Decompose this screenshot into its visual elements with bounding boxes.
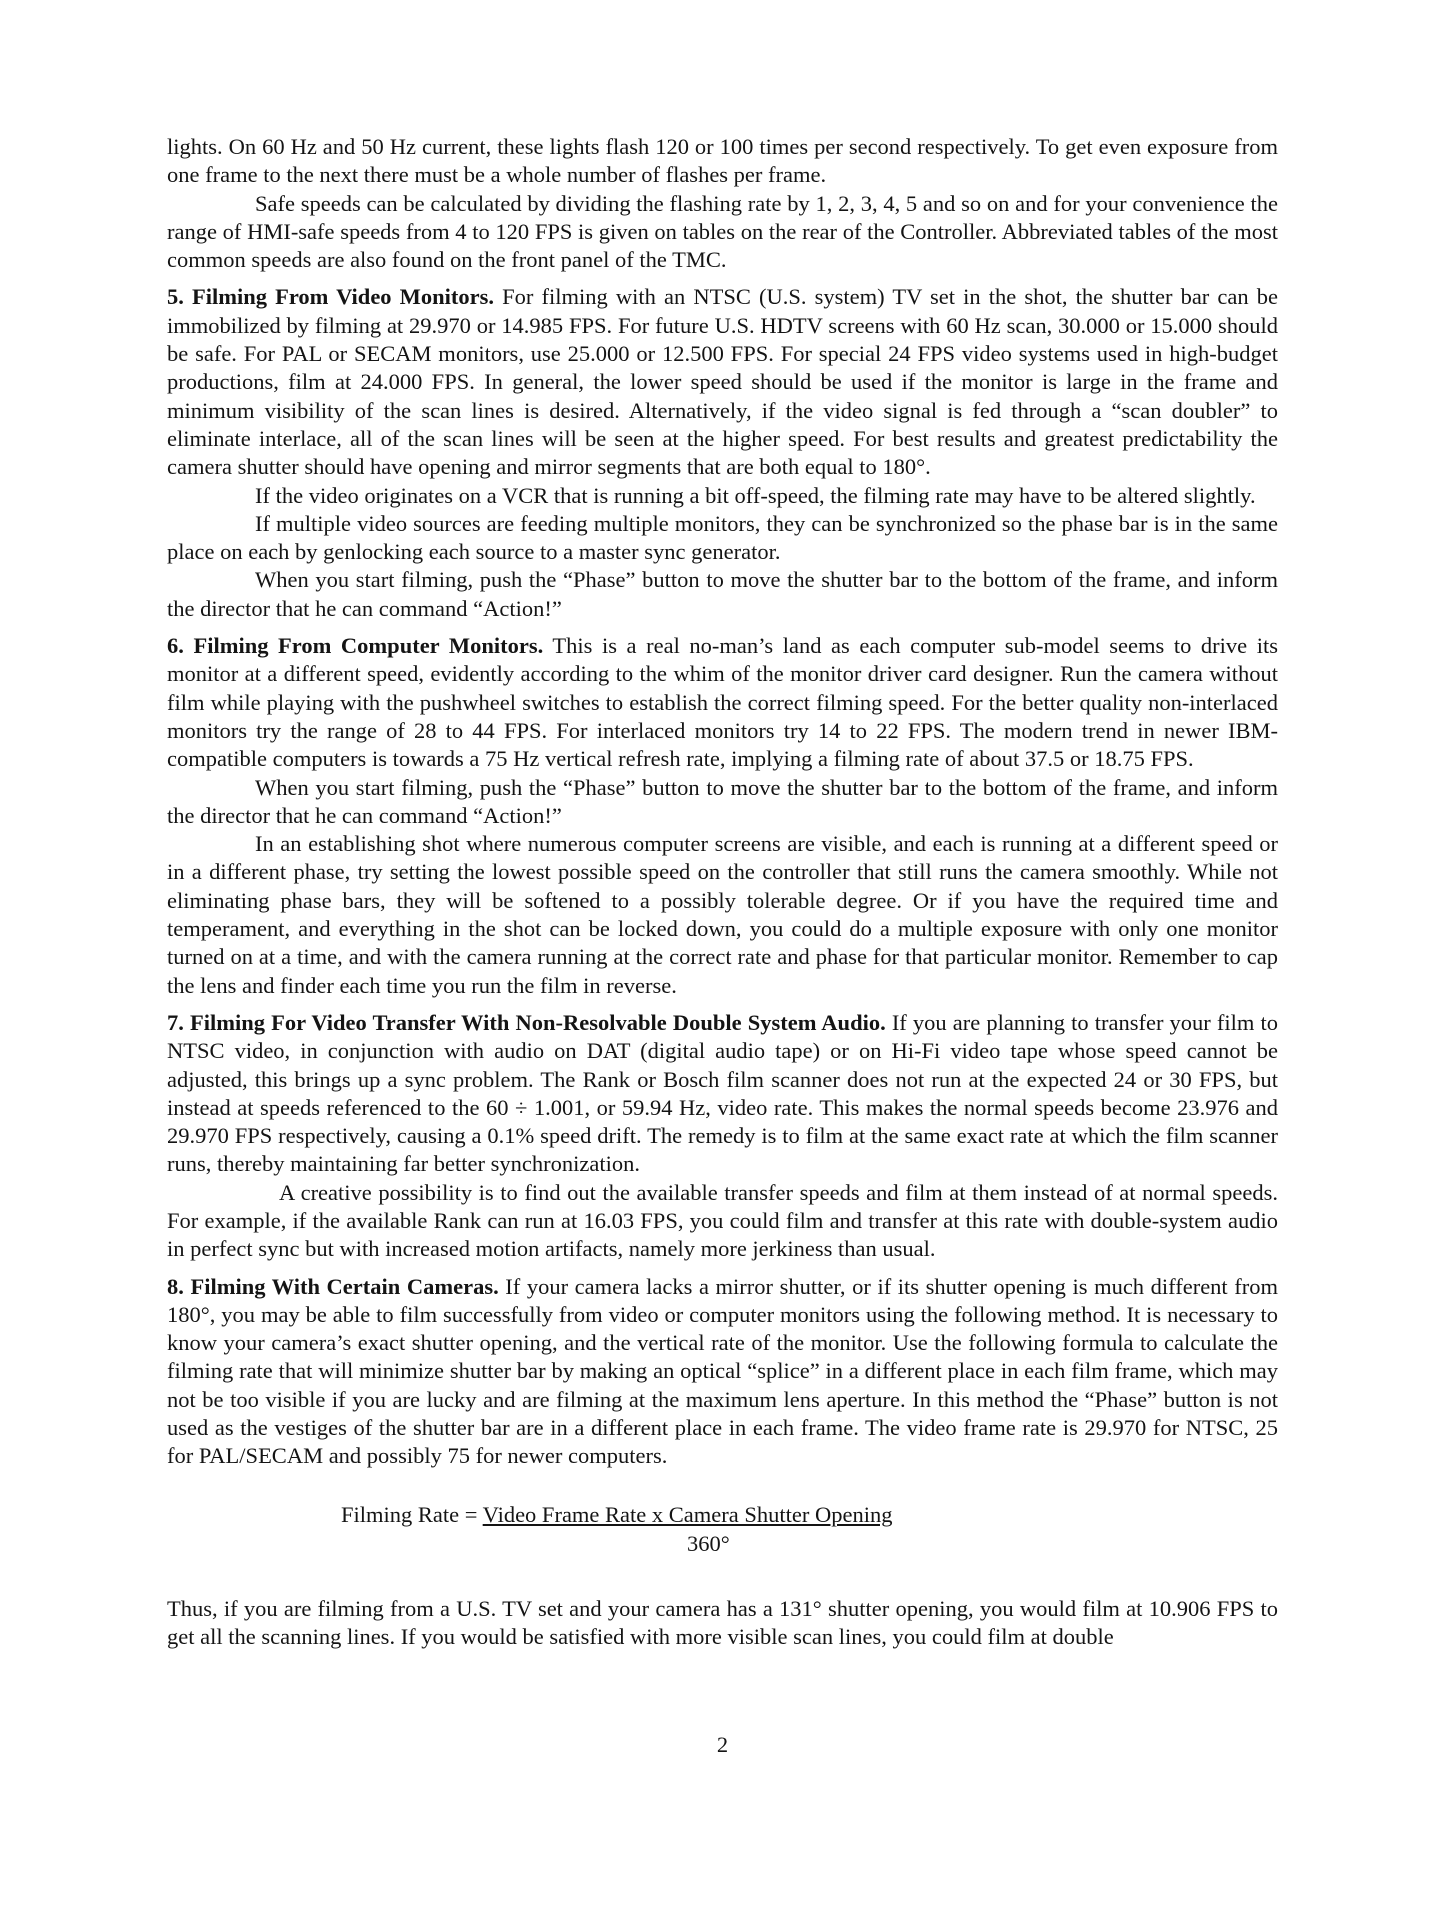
formula-denominator: 360° (687, 1530, 730, 1556)
formula-label: Filming Rate = (341, 1501, 483, 1527)
document-page (167, 133, 1278, 1651)
filming-rate-formula (167, 1501, 1278, 1565)
section-5-heading: 5. Filming From Video Monitors. (167, 284, 495, 310)
section-8-paragraph (167, 1273, 1278, 1471)
section-7-body: If you are planning to transfer your film to NTSC video, in conjunction with audio on DAT (digital audio tape) or on Hi-Fi video tape whose speed cannot be adjusted, this brings up a sync problem. The Rank or Bosch film scanner does not run at the expected 24 or 30 FPS, but instead at speeds referenced to the 60 ÷ 1.001, or 59.94 Hz, video rate. This makes the normal speeds become 23.976 and 29.970 FPS respectively, causing a 0.1% speed drift. The remedy is to film at the same exact rate at which the film scanner runs, thereby maintaining far better synchronization. (167, 1009, 1278, 1177)
section-6-paragraph-2: When you start filming, push the “Phase” button to move the shutter bar to the bottom of the frame, and inform the director that he can command “Action!” (167, 774, 1278, 828)
section-7-paragraph-2: A creative possibility is to find out the available transfer speeds and film at them instead of at normal speeds. For example, if the available Rank can run at 16.03 FPS, you could film and transfer at this rate with double-system audio in perfect sync but with increased motion artifacts, namely more jerkiness than usual. (167, 1179, 1278, 1262)
section-5-paragraph-2: If the video originates on a VCR that is running a bit off-speed, the filming rate may have to be altered slightly. (255, 482, 1256, 508)
section-7-paragraph (167, 1009, 1278, 1179)
section-8-heading: 8. Filming With Certain Cameras. (167, 1273, 499, 1299)
section-5-body: For filming with an NTSC (U.S. system) TV set in the shot, the shutter bar can be immobilized by filming at 29.970 or 14.985 FPS. For future U.S. HDTV screens with 60 Hz scan, 30.000 or 15.000 should be safe. For PAL or SECAM monitors, use 25.000 or 12.500 FPS. For special 24 FPS video systems used in high-budget productions, film at 24.000 FPS. In general, the lower speed should be used if the monitor is large in the frame and minimum visibility of the scan lines is desired. Alternatively, if the video signal is fed through a “scan doubler” to eliminate interlace, all of the scan lines will be seen at the higher speed. For best results and greatest predictability the camera shutter should have opening and mirror segments that are both equal to 180°. (167, 284, 1278, 480)
section-6-paragraph (167, 632, 1278, 773)
section-8-closing-paragraph: Thus, if you are filming from a U.S. TV set and your camera has a 131° shutter opening, you would film at 10.906 FPS to get all the scanning lines. If you would be satisfied with more visible scan lines, you could film at double (167, 1595, 1278, 1649)
section-7-heading: 7. Filming For Video Transfer With Non-Resolvable Double System Audio. (167, 1009, 886, 1035)
intro-paragraph-1: lights. On 60 Hz and 50 Hz current, these lights flash 120 or 100 times per second respectively. To get even exposure from one frame to the next there must be a whole number of flashes per frame. (167, 134, 1278, 188)
section-5-paragraph-4: When you start filming, push the “Phase” button to move the shutter bar to the bottom of the frame, and inform the director that he can command “Action!” (167, 567, 1278, 621)
section-5-paragraph-3: If multiple video sources are feeding multiple monitors, they can be synchronized so the phase bar is in the same place on each by genlocking each source to a master sync generator. (167, 510, 1278, 565)
intro-paragraph-2: Safe speeds can be calculated by dividing the flashing rate by 1, 2, 3, 4, 5 and so on and for your convenience the range of HMI-safe speeds from 4 to 120 FPS is given on tables on the rear of the Controller. Abbreviated tables of the most common speeds are also found on the front panel of the TMC. (167, 190, 1278, 273)
formula-numerator: Video Frame Rate x Camera Shutter Opening (482, 1501, 893, 1527)
section-8-body: If your camera lacks a mirror shutter, or if its shutter opening is much different from 180°, you may be able to film successfully from video or computer monitors using the following method. It is necessary to know your camera’s exact shutter opening, and the vertical rate of the monitor. Use the following formula to calculate the filming rate that will minimize shutter bar by making an optical “splice” in a different place in each film frame, which may not be too visible if you are lucky and are filming at the maximum lens aperture. In this method the “Phase” button is not used as the vestiges of the shutter bar are in a different place in each frame. The video frame rate is 29.970 for NTSC, 25 for PAL/SECAM and possibly 75 for newer computers. (167, 1273, 1278, 1469)
page-number: 2 (716, 1732, 729, 1757)
section-6-paragraph-3: In an establishing shot where numerous computer screens are visible, and each is running at a different speed or in a different phase, try setting the lowest possible speed on the controller that still runs the camera smoothly. While not eliminating phase bars, they will be softened to a possibly tolerable degree. Or if you have the required time and temperament, and everything in the shot can be locked down, you could do a multiple exposure with only one monitor turned on at a time, and with the camera running at the correct rate and phase for that particular monitor. Remember to cap the lens and finder each time you run the film in reverse. (167, 831, 1278, 998)
section-5-paragraph (167, 283, 1278, 481)
section-6-body: This is a real no-man’s land as each computer sub-model seems to drive its monitor at a different speed, evidently according to the whim of the monitor driver card designer. Run the camera without film while playing with the pushwheel switches to establish the correct filming speed. For the better quality non-interlaced monitors try the range of 28 to 44 FPS. For interlaced monitors try 14 to 22 FPS. The modern trend in newer IBM-compatible computers is towards a 75 Hz vertical refresh rate, implying a filming rate of about 37.5 or 18.75 FPS. (167, 633, 1279, 772)
section-6-heading: 6. Filming From Computer Monitors. (167, 633, 544, 659)
